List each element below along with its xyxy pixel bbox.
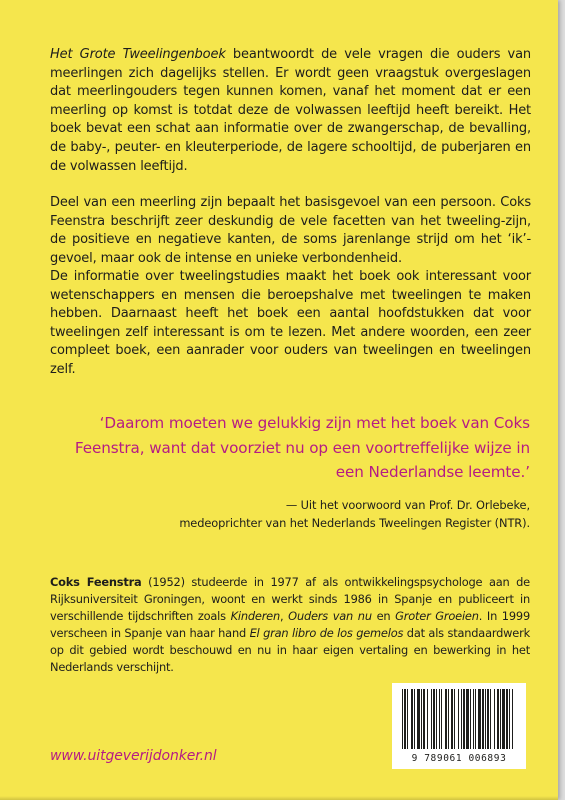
barcode-bar bbox=[421, 689, 422, 749]
intro-paragraph-3: De informatie over tweelingstudies maakt het boek ook interessant voor wetenschappers en mensen die beroepshalve met tweelingen te maken hebben. Daarnaast heeft het boek een aantal hoofdstukken dat voor tweelingen zelf interessant is om te lezen. Met andere woorden, een zeer compleet boek, een aanrader voor ouders van tweelingen en tweelingen zelf. bbox=[50, 269, 531, 377]
barcode-bar bbox=[494, 689, 495, 749]
barcode-bar bbox=[470, 689, 471, 749]
isbn-digits: 9 789061 006893 bbox=[411, 753, 507, 764]
barcode-bar bbox=[490, 689, 491, 749]
barcode-bar bbox=[497, 689, 499, 749]
barcode-bars bbox=[392, 683, 526, 753]
magazine-title-3: Groter Groeien bbox=[395, 608, 479, 623]
barcode-bar bbox=[427, 689, 428, 749]
barcode-bar bbox=[448, 689, 449, 749]
barcode-bar bbox=[404, 689, 406, 749]
barcode-bar bbox=[423, 689, 425, 749]
barcode-bar bbox=[402, 689, 403, 749]
barcode-bar bbox=[478, 689, 481, 749]
barcode-bar bbox=[414, 689, 415, 749]
attribution-line-1: — Uit het voorwoord van Prof. Dr. Orlebeke, bbox=[285, 498, 530, 512]
bio-text-2: . In 1999 verscheen in Spanje van haar hand bbox=[50, 608, 530, 640]
barcode-bar bbox=[506, 689, 508, 749]
book-title: Het Grote Tweelingenboek bbox=[50, 47, 226, 62]
barcode-bar bbox=[463, 689, 465, 749]
barcode-bar bbox=[502, 689, 505, 749]
intro-paragraph-1-text: beantwoordt de vele vragen die ouders van meerlingen zich dagelijks stellen. Er wordt geen vraagstuk overgeslagen dat meerlingouders tegen kunnen komen, vanaf het moment dat er een meerling op komst is totdat deze de volwassen leeftijd heeft bereikt. Het boek bevat een schat aan informatie over de zwangerschap, de bevalling, de baby-, peuter- en kleuterperiode, de lagere schooltijd, de puberjaren en de volwassen leeftijd. bbox=[50, 47, 531, 174]
intro-paragraph-2: Deel van een meerling zijn bepaalt het basisgevoel van een persoon. Coks Feenstra beschrijft zeer deskundig de vele facetten van het tweeling-zijn, de positieve en negatieve kanten, de soms jarenlange strijd om het ‘ik’-gevoel, maar ook de intense en unieke verbondenheid. bbox=[50, 195, 531, 266]
barcode-bar bbox=[475, 689, 476, 749]
author-name: Coks Feenstra bbox=[50, 575, 142, 589]
isbn-barcode bbox=[392, 683, 526, 769]
barcode-bar bbox=[500, 689, 501, 749]
barcode-bar bbox=[436, 689, 437, 749]
barcode-bar bbox=[509, 689, 510, 749]
barcode-bar bbox=[512, 689, 513, 749]
barcode-bar bbox=[466, 689, 469, 749]
barcode-bar bbox=[482, 689, 484, 749]
barcode-bar bbox=[407, 689, 408, 749]
quote-attribution bbox=[60, 497, 530, 532]
barcode-bar bbox=[439, 689, 440, 749]
barcode-bar bbox=[485, 689, 486, 749]
barcode-bar bbox=[417, 689, 420, 749]
bio-text-3: dat als standaardwerk op dit gebied wordt beschouwd en nu in haar eigen vertaling en bewerking in het Nederlands verschijnt. bbox=[50, 625, 530, 674]
spanish-book-title: El gran libro de los gemelos bbox=[249, 625, 404, 640]
barcode-bar bbox=[411, 689, 413, 749]
author-bio bbox=[50, 574, 530, 675]
attribution-line-2: medeoprichter van het Nederlands Tweelingen Register (NTR). bbox=[179, 515, 530, 530]
bio-separator-2: en bbox=[371, 608, 396, 623]
barcode-bar bbox=[445, 689, 447, 749]
page-edge-shadow bbox=[0, 796, 558, 800]
barcode-bar bbox=[487, 689, 489, 749]
barcode-bar bbox=[451, 689, 453, 749]
barcode-bar bbox=[441, 689, 442, 749]
bio-text-1: (1952) studeerde in 1977 af als ontwikkelingspsychologe aan de Rijksuniversiteit Groningen, woont en werkt sinds 1986 in Spanje en publiceert in verschillende tijdschriften zoals bbox=[50, 575, 530, 623]
barcode-bar bbox=[473, 689, 474, 749]
barcode-bar bbox=[454, 689, 455, 749]
pull-quote: ‘Daarom moeten we gelukkig zijn met het boek van Coks Feenstra, want dat voorziet nu op een voortreffelijke wijze in een Nederlandse leemte.’ bbox=[74, 414, 530, 481]
intro-paragraph-1 bbox=[50, 46, 531, 176]
magazine-title-1: Kinderen bbox=[230, 608, 281, 623]
magazine-title-2: Ouders van nu bbox=[288, 608, 372, 623]
publisher-website[interactable]: www.uitgeverijdonker.nl bbox=[50, 748, 217, 764]
barcode-bar bbox=[433, 689, 435, 749]
barcode-bar bbox=[458, 689, 459, 749]
bio-separator-1: , bbox=[280, 608, 289, 623]
barcode-bar bbox=[461, 689, 462, 749]
barcode-bar bbox=[431, 689, 432, 749]
